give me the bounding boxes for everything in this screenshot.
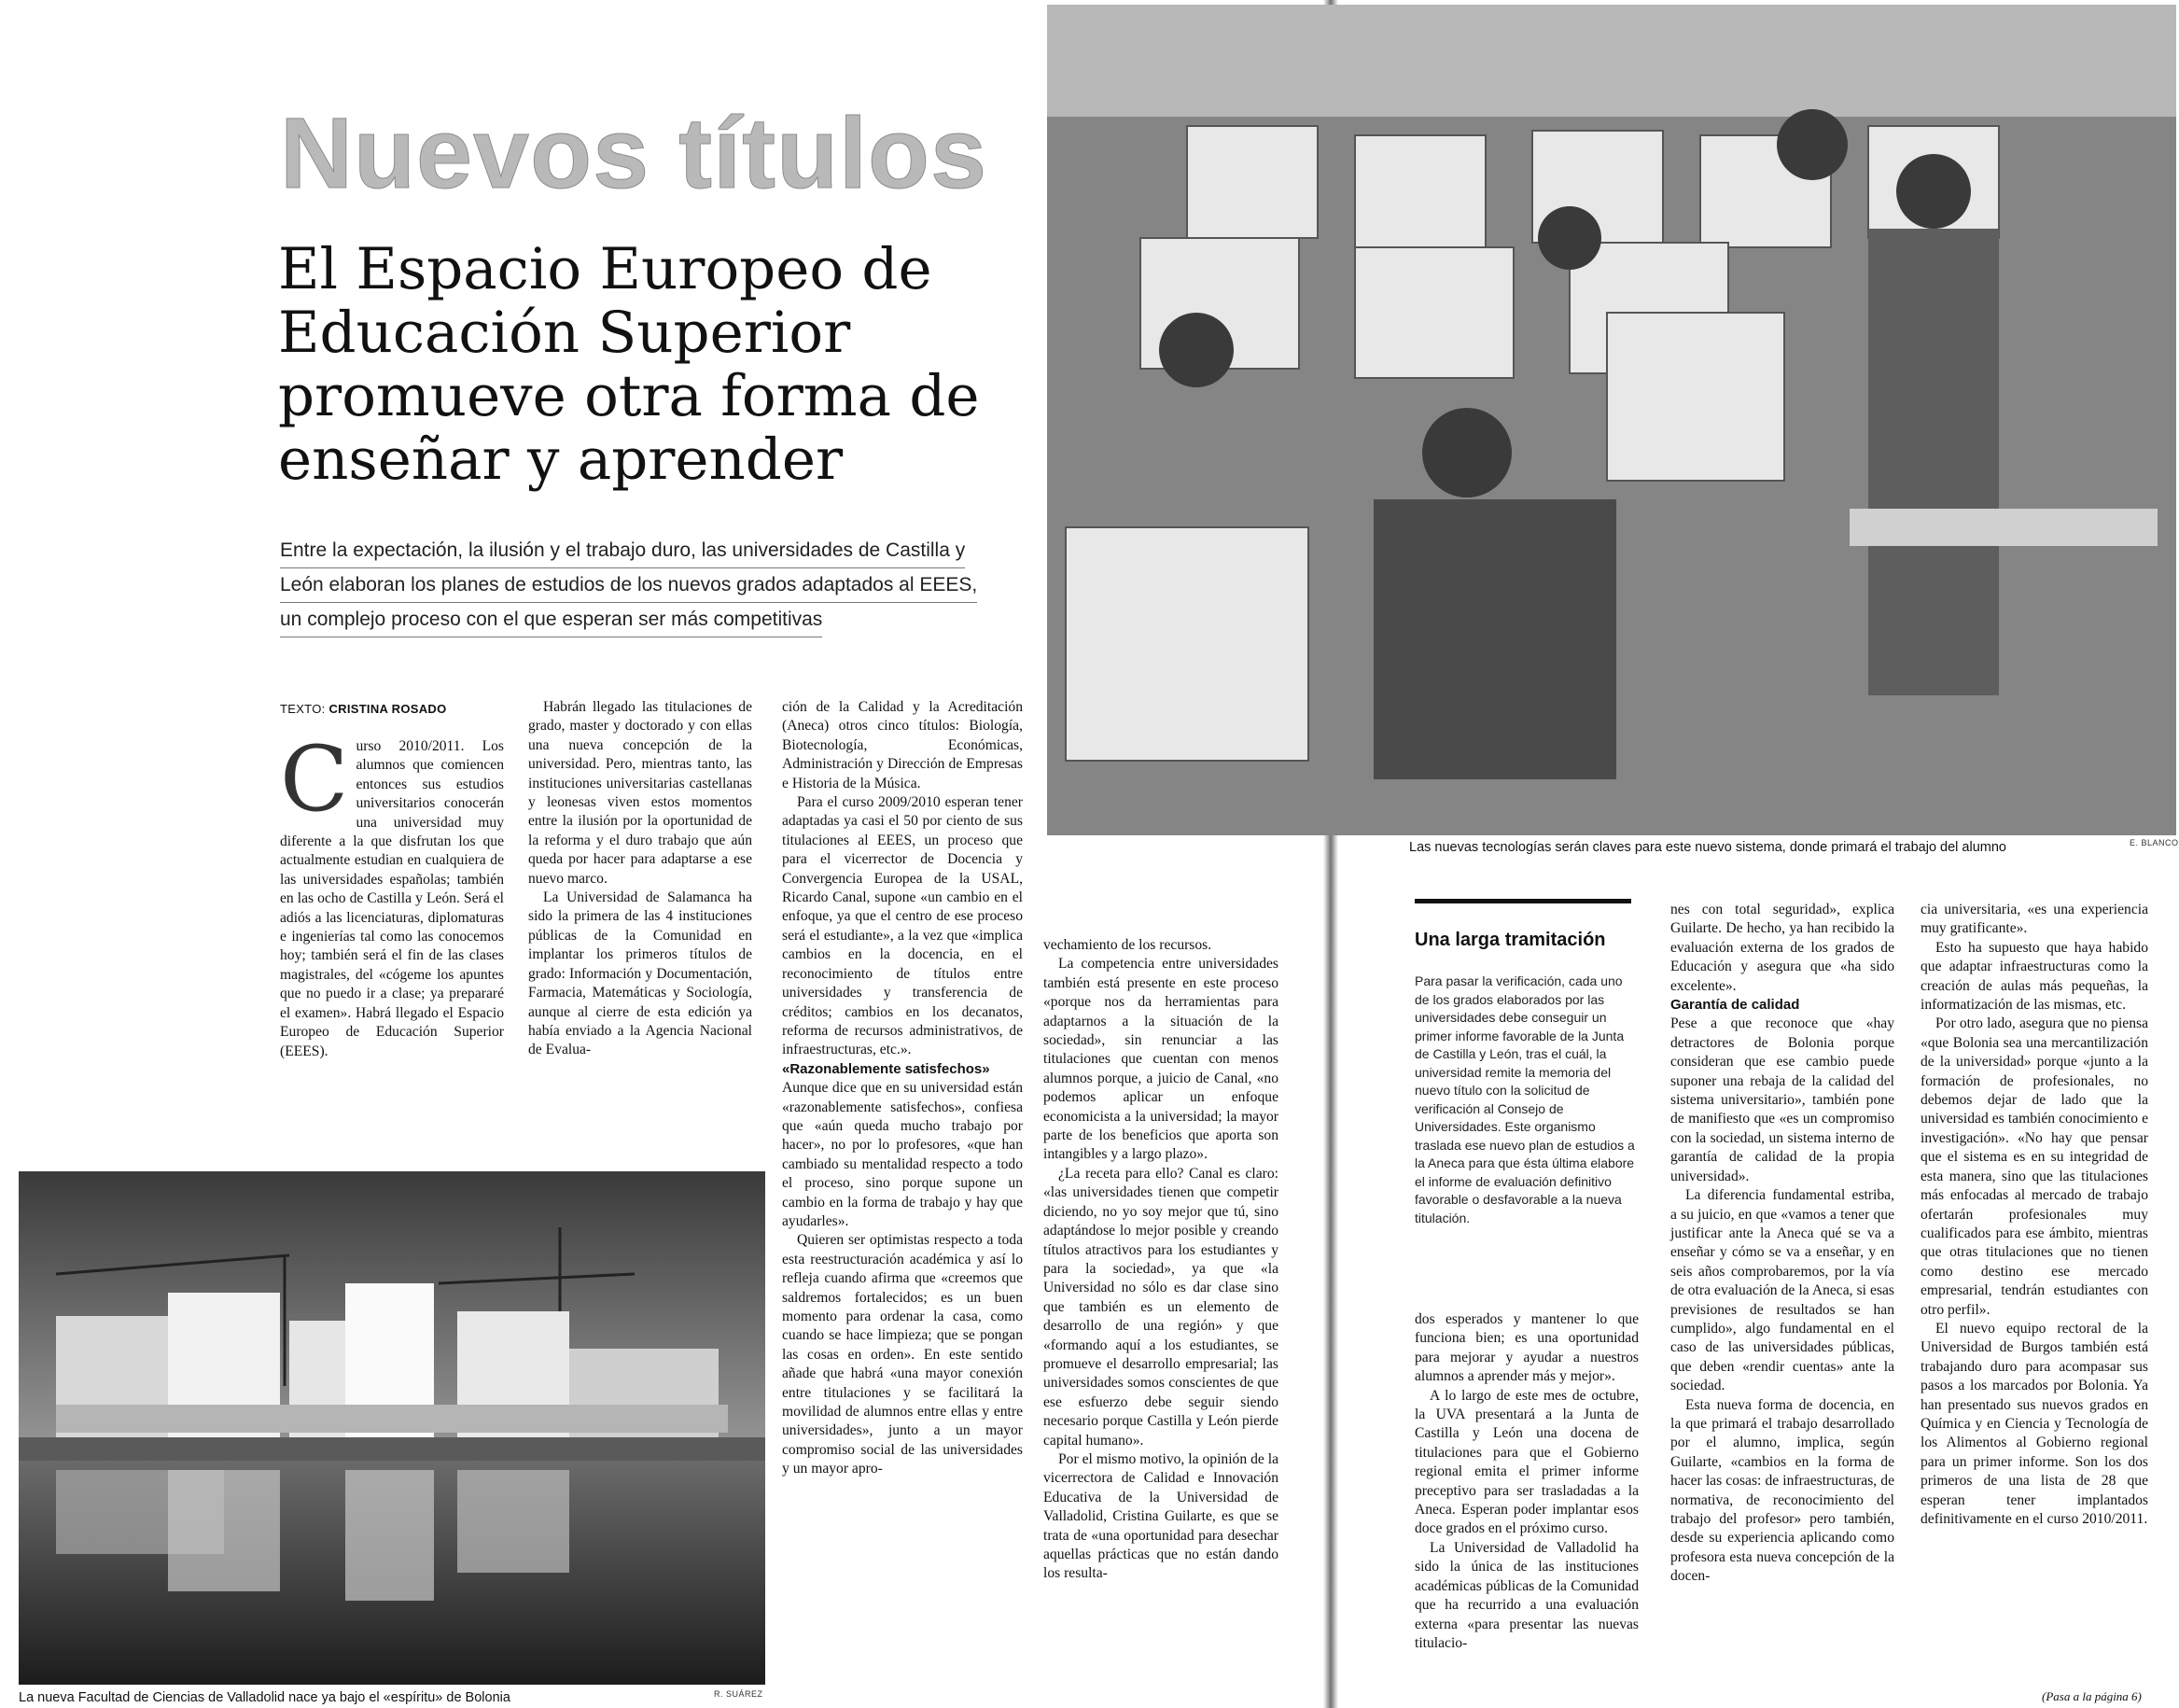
headline-line: Educación Superior [278,300,851,366]
article-column-6 [1670,901,1894,1587]
paragraph: dos esperados y mantener lo que funciona bien; es una oportunidad para mejorar y ayudar a nuestros alumnos a aprender más y mejor». [1415,1311,1639,1385]
paragraph: nes con total seguridad», explica Guilarte. De hecho, ya han recibido la evaluación externa de los grados de Educación y asegura que «ha sido excelente». [1670,902,1894,994]
paragraph: Quieren ser optimistas respecto a toda esta reestructuración académica y así lo refleja cuando afirma que «creemos que saldremos fortalecidos; es un buen momento para ordenar la casa, como cuando se hace limpieza; que se pongan las cosas en orden». En este sentido añade que habrá «una mayor conexión entre titulaciones y se facilitará la movilidad de alumnos entre ellas y entre universidades», junto a un mayor compromiso social de las universidades y un mayor apro- [782,1232,1023,1477]
paragraph: La Universidad de Salamanca ha sido la primera de las 4 instituciones públicas de la Comunidad en implantar los primeros títulos de grado: Información y Documentación, Farmacia, Matemáticas y Sociología, aunque al cierre de esta edición ya había enviado a la Agencia Nacional de Evalua- [528,889,752,1058]
headline [278,238,1025,492]
classroom-photo-credit: E. BLANCO [2130,838,2179,847]
paragraph: urso 2010/2011. Los alumnos que comiencen entonces sus estudios universitarios conocerán una universidad muy diferente a la que disfrutan los que actualmente estudian en cualquiera de las universidades españolas; también en las ocho de Castilla y León. Será el adiós a las licenciaturas, diplomaturas e ingenierías tal como las conocemos hoy; también será el fin de las clases magistrales, del «cógeme los apuntes que no puedo ir a clase; ya prepararé el examen». Habrá llegado el Espacio Europeo de Educación Superior (EEES). [280,738,504,1059]
byline [280,702,447,716]
article-column-5 [1415,1310,1639,1653]
paragraph: El nuevo equipo rectoral de la Universidad de Burgos también está trabajando duro para acompasar sus pasos a los marcados por Bolonia. Ya han presentado sus nuevos grados en Química y en Ciencia y Tecnología de los Alimentos al Gobierno regional para un primer informe. Son los dos primeros de una lista de 28 que esperan tener implantados definitivamente en el curso 2010/2011. [1921,1320,2148,1527]
paragraph: ¿La receta para ello? Canal es claro: «las universidades tienen que competir diciendo, no yo soy mejor que tú, sino adaptándose lo mejor posible y creando títulos atractivos para los estudiantes y para la sociedad», ya que «la Universidad no sólo es dar clase sino que también es un elemento de desarrollo de una región» y que «formando aquí a los estudiantes, se promueve el desarrollo empresarial; las universidades somos conscientes de que ese esfuerzo debe seguir siendo necesario porque Castilla y León pierde capital humano». [1043,1165,1278,1449]
headline-line: promueve otra forma de [278,363,980,429]
article-column-1 [280,727,504,1061]
paragraph: La competencia entre universidades también está presente en este proceso «porque nos da herramientas para adaptarnos a la situación de la sociedad», sin renunciar a las titulaciones que cuentan con menos alumnos porque, a juicio de Canal, «no podemos aplicar un enfoque economicista a la universidad; la mayor parte de los beneficios que aporta son intangibles y a largo plazo». [1043,956,1278,1163]
paragraph: A lo largo de este mes de octubre, la UVA presentará a la Junta de Castilla y León una docena de titulaciones para que el Gobierno regional emita el primer informe preceptivo para ser trasladadas a la Aneca. Esperan poder implantar esos doce grados en el próximo curso. [1415,1387,1639,1537]
paragraph: ción de la Calidad y la Acreditación (Aneca) otros cinco títulos: Biología, Biotecnología, Económicas, Administración y Dirección de Empresas e Historia de la Música. [782,699,1023,791]
classroom-photo-image [1047,5,2176,835]
paragraph: Por otro lado, asegura que no piensa «que Bolonia sea una mercantilización de la universidad» porque «junto a la formación de profesionales, no debemos dejar de lado que la universidad es también conocimiento e investigación». «No hay que pensar que el sistema es en su integridad de esta manera, sino que las titulaciones más enfocadas al mercado de trabajo ofertarán profesionales muy cualificados para ese ámbito, mientras que otras titulaciones que no tienen como destino ese mercado empresarial, tendrán estudiantes con otro perfil». [1921,1015,2148,1318]
paragraph: cia universitaria, «es una experiencia muy gratificante». [1921,902,2148,937]
byline-author: CRISTINA ROSADO [328,702,447,716]
paragraph: vechamiento de los recursos. [1043,937,1212,953]
classroom-photo [1047,5,2176,835]
lede [280,534,1008,637]
paragraph: Por el mismo motivo, la opinión de la vicerrectora de Calidad e Innovación Educativa de la Universidad de Valladolid, Cristina Guilarte, es que se trata de «una oportunidad para desechar aquellas prácticas que no están dando los resulta- [1043,1450,1278,1582]
lede-line: un complejo proceso con el que esperan ser más competitivas [280,603,822,637]
dropcap: C [280,727,349,832]
building-photo-credit: R. SUÁREZ [714,1689,763,1699]
article-column-4 [1043,936,1278,1584]
building-photo-image [19,1171,765,1685]
paragraph: Pese a que reconoce que «hay detractores de Bolonia porque consideran que ese cambio puede suponer una rebaja de la calidad del sistema universitario», también pone de manifiesto que «es un compromiso con la sociedad, un sistema interno de garantía de calidad de la propia universidad». [1670,1015,1894,1184]
building-photo [19,1171,765,1685]
subheading: «Razonablemente satisfechos» [782,1060,990,1077]
classroom-photo-caption: Las nuevas tecnologías serán claves para este nuevo sistema, donde primará el trabajo del alumno [1409,840,2006,855]
building-photo-caption: La nueva Facultad de Ciencias de Valladolid nace ya bajo el «espíritu» de Bolonia [19,1690,510,1705]
byline-prefix: TEXTO: [280,702,329,716]
paragraph: Esta nueva forma de docencia, en la que primará el trabajo desarrollado por el alumno, implica, según Guilarte, «cambios en la forma de hacer las cosas: de infraestructuras, de normativa, de reconocimiento del trabajo del profesor» pero también, desde su experiencia aplicando como profesora esta nueva concepción de la docen- [1670,1396,1894,1585]
sidebar-title: Una larga tramitación [1415,930,1606,950]
paragraph: La Universidad de Valladolid ha sido la única de las instituciones académicas públicas de la Comunidad que ha recurrido a una evaluación externa «para presentar las nuevas titulacio- [1415,1539,1639,1651]
subheading: Garantía de calidad [1670,997,1800,1014]
article-column-7 [1921,901,2148,1529]
headline-line: El Espacio Europeo de [278,236,932,302]
article-column-3 [782,698,1023,1479]
lede-line: Entre la expectación, la ilusión y el trabajo duro, las universidades de Castilla y [280,534,965,568]
headline-line: enseñar y aprender [278,427,844,493]
sidebar-text: Para pasar la verificación, cada uno de los grados elaborados por las universidades debe conseguir un primer informe favorable de la Junta de Castilla y León, tras el cuál, la universidad remite la memoria del nuevo título con la solicitud de verificación al Consejo de Universidades. Este organismo traslada ese nuevo plan de estudios a la Aneca para que ésta última elabore el informe de evaluación definitivo favorable o desfavorable a la nueva titulación. [1415,973,1635,1225]
paragraph: Esto ha supuesto que haya habido que adaptar infraestructuras como la creación de aulas más pequeñas, la informatización de las mismas, etc. [1921,939,2148,1014]
continuation-note: (Pasa a la página 6) [2042,1689,2142,1703]
paragraph: La diferencia fundamental estriba, a su juicio, en que «vamos a tener que justificar ante la Aneca qué se va a enseñar y cómo se va a enseñar, y en seis años comprobaremos, por la vía de otra evaluación de la Aneca, si esas previsiones de resultados se han cumplido», algo fundamental en el caso de las universidades públicas, que deben «rendir cuentas» ante la sociedad. [1670,1187,1894,1394]
paragraph: Para el curso 2009/2010 esperan tener adaptadas ya casi el 50 por ciento de sus titulaciones al EEES, un proceso que para el vicerrector de Docencia y Convergencia Europea de la USAL, Ricardo Canal, supone «un cambio en el enfoque, ya que el centro de ese proceso será el estudiante», a la vez que «implica cambios en la docencia, en el reconocimiento de títulos entre universidades y transferencia de créditos; cambios en los decanatos, reforma de recursos administrativos, de infraestructuras, etc.». [782,794,1023,1058]
paragraph: Aunque dice que en su universidad están «razonablemente satisfechos», confiesa que «aún queda mucho trabajo por hacer», no por lo profesores, «que han cambiado su mentalidad respecto a todo el proceso, sino porque supone un cambio en la forma de trabajo y hay que ayudarles». [782,1080,1023,1229]
paragraph: Habrán llegado las titulaciones de grado, master y doctorado y con ellas una nueva concepción de la universidad. Pero, mientras tanto, las instituciones universitarias castellanas y leonesas viven estos momentos entre la ilusión por la oportunidad de la reforma y el duro trabajo que aún queda por hacer para adaptarse a ese nuevo marco. [528,699,752,887]
section-title: Nuevos títulos [280,96,988,209]
article-column-2 [528,698,752,1060]
sidebar-rule [1415,899,1631,903]
lede-line: León elaboran los planes de estudios de los nuevos grados adaptados al EEES, [280,568,977,603]
